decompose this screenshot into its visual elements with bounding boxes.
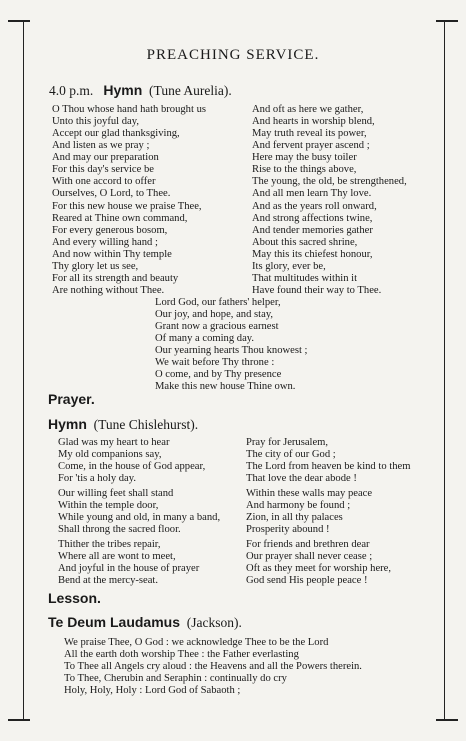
- verse-line: Prosperity abound !: [246, 524, 330, 535]
- hymn2-heading: [48, 416, 198, 433]
- verse-line: Zion, in all thy palaces: [246, 512, 343, 523]
- verse-line: Lord God, our fathers' helper,: [155, 297, 281, 308]
- verse-line: And may our preparation: [52, 152, 159, 163]
- verse-line: And harmony be found ;: [246, 500, 351, 511]
- hymn1-right-stanza-1: [252, 104, 407, 200]
- verse-line: The young, the old, be strengthened,: [252, 176, 407, 187]
- verse-line: O Thou whose hand hath brought us: [52, 104, 206, 115]
- verse-line: Within the temple door,: [58, 500, 159, 511]
- hymn2-right-stanza-2: [246, 488, 372, 536]
- verse-line: And strong affections twine,: [252, 213, 373, 224]
- hymn1-final-stanza: [155, 297, 308, 393]
- verse-line: May this its chiefest honour,: [252, 249, 373, 260]
- verse-line: God send His people peace !: [246, 575, 368, 586]
- verse-line: And listen as we pray ;: [52, 140, 150, 151]
- verse-line: And all men learn Thy love.: [252, 188, 372, 199]
- verse-line: Make this new house Thine own.: [155, 381, 296, 392]
- verse-line: Bend at the mercy-seat.: [58, 575, 159, 586]
- verse-line: All the earth doth worship Thee : the Father everlasting: [64, 649, 299, 660]
- lesson-heading: Lesson.: [48, 590, 101, 606]
- verse-line: Of many a coming day.: [155, 333, 255, 344]
- verse-line: We wait before Thy throne :: [155, 357, 275, 368]
- verse-line: Are nothing without Thee.: [52, 285, 165, 296]
- verse-line: Holy, Holy, Holy : Lord God of Sabaoth ;: [64, 685, 241, 696]
- verse-line: For this day's service be: [52, 164, 154, 175]
- verse-line: That multitudes within it: [252, 273, 358, 284]
- verse-line: Our prayer shall never cease ;: [246, 551, 373, 562]
- verse-line: And fervent prayer ascend ;: [252, 140, 370, 151]
- verse-line: For all its strength and beauty: [52, 273, 179, 284]
- verse-line: Thither the tribes repair,: [58, 539, 161, 550]
- te-deum-heading: [48, 614, 242, 631]
- verse-line: Grant now a gracious earnest: [155, 321, 279, 332]
- te-deum-label: Te Deum Laudamus: [48, 614, 180, 630]
- verse-line: For every generous bosom,: [52, 225, 168, 236]
- verse-line: Our willing feet shall stand: [58, 488, 174, 499]
- verse-line: Its glory, ever be,: [252, 261, 326, 272]
- border-tick: [8, 719, 30, 721]
- verse-line: Come, in the house of God appear,: [58, 461, 206, 472]
- hymn1-right-stanza-2: [252, 201, 381, 297]
- verse-line: Have found their way to Thee.: [252, 285, 382, 296]
- te-deum-composer: (Jackson).: [186, 615, 242, 630]
- verse-line: Pray for Jerusalem,: [246, 437, 329, 448]
- verse-line: To Thee, Cherubin and Seraphin : continually do cry: [64, 673, 287, 684]
- verse-line: Thy glory let us see,: [52, 261, 139, 272]
- hymn1-left-stanza-1: [52, 104, 206, 200]
- hymn2-right-stanza-3: [246, 539, 391, 587]
- page-title: PREACHING SERVICE.: [146, 47, 320, 63]
- verse-line: Accept our glad thanksgiving,: [52, 128, 180, 139]
- hymn1-heading: [49, 82, 232, 99]
- verse-line: And as the years roll onward,: [252, 201, 377, 212]
- verse-line: Shall throng the sacred floor.: [58, 524, 181, 535]
- border-tick: [436, 719, 458, 721]
- verse-line: And joyful in the house of prayer: [58, 563, 200, 574]
- hymn1-tune: (Tune Aurelia).: [149, 83, 232, 98]
- verse-line: May truth reveal its power,: [252, 128, 367, 139]
- verse-line: And hearts in worship blend,: [252, 116, 375, 127]
- verse-line: For 'tis a holy day.: [58, 473, 137, 484]
- verse-line: The Lord from heaven be kind to them: [246, 461, 411, 472]
- verse-line: My old companions say,: [58, 449, 162, 460]
- verse-line: Within these walls may peace: [246, 488, 373, 499]
- verse-line: Oft as they meet for worship here,: [246, 563, 392, 574]
- border-tick: [436, 20, 458, 22]
- border-tick: [8, 20, 30, 22]
- hymn2-left-stanza-3: [58, 539, 199, 587]
- hymn2-label: Hymn: [48, 416, 87, 432]
- te-deum-text: [64, 637, 362, 697]
- verse-line: While young and old, in many a band,: [58, 512, 221, 523]
- hymn2-left-stanza-1: [58, 437, 205, 485]
- verse-line: Here may the busy toiler: [252, 152, 357, 163]
- verse-line: Our joy, and hope, and stay,: [155, 309, 274, 320]
- verse-line: The city of our God ;: [246, 449, 336, 460]
- verse-line: With one accord to offer: [52, 176, 156, 187]
- verse-line: Unto this joyful day,: [52, 116, 139, 127]
- verse-line: And oft as here we gather,: [252, 104, 364, 115]
- hymn1-left-stanza-2: [52, 201, 202, 297]
- prayer-heading: Prayer.: [48, 391, 95, 407]
- verse-line: And now within Thy temple: [52, 249, 172, 260]
- verse-line: That love the dear abode !: [246, 473, 357, 484]
- verse-line: Ourselves, O Lord, to Thee.: [52, 188, 171, 199]
- verse-line: To Thee all Angels cry aloud : the Heavens and all the Powers therein.: [64, 661, 362, 672]
- hymn1-time: 4.0 p.m.: [49, 83, 94, 98]
- verse-line: For this new house we praise Thee,: [52, 201, 202, 212]
- verse-line: And every willing hand ;: [52, 237, 158, 248]
- hymn2-tune: (Tune Chislehurst).: [93, 417, 199, 432]
- verse-line: Reared at Thine own command,: [52, 213, 188, 224]
- hymn1-label: Hymn: [103, 82, 143, 98]
- hymn2-right-stanza-1: [246, 437, 410, 485]
- verse-line: And tender memories gather: [252, 225, 373, 236]
- verse-line: We praise Thee, O God : we acknowledge Thee to be the Lord: [64, 637, 329, 648]
- verse-line: Glad was my heart to hear: [58, 437, 170, 448]
- hymn2-left-stanza-2: [58, 488, 220, 536]
- verse-line: About this sacred shrine,: [252, 237, 358, 248]
- verse-line: O come, and by Thy presence: [155, 369, 282, 380]
- verse-line: Where all are wont to meet,: [58, 551, 176, 562]
- verse-line: Our yearning hearts Thou knowest ;: [155, 345, 308, 356]
- verse-line: For friends and brethren dear: [246, 539, 370, 550]
- verse-line: Rise to the things above,: [252, 164, 357, 175]
